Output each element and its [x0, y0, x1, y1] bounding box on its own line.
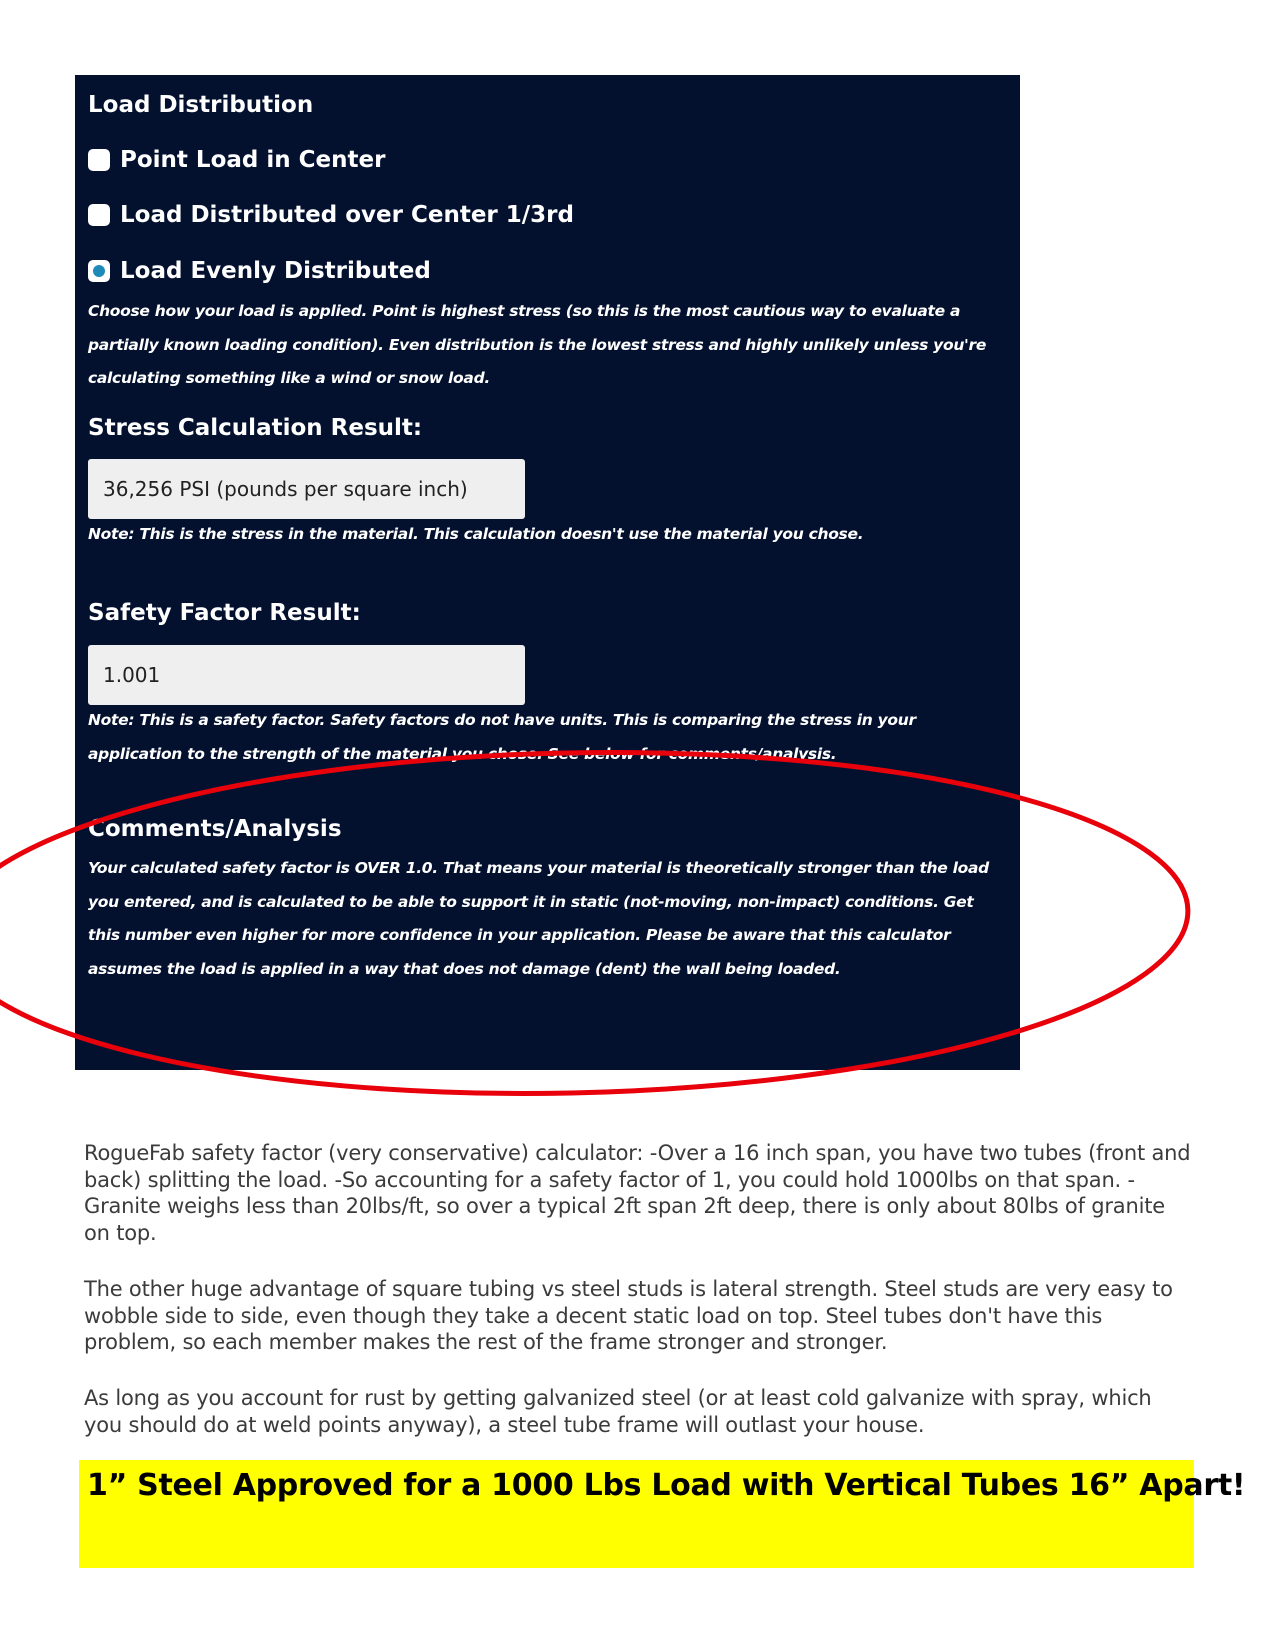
comments-text [88, 852, 989, 986]
comment-line: you entered, and is calculated to be able to support it in static (not-moving, non-impact) conditions. Get [88, 892, 974, 911]
paragraph-rust-protection: As long as you account for rust by getting galvanized steel (or at least cold galvanize with spray, which you should do at weld points anyway), a steel tube frame will outlast your house. [84, 1386, 1152, 1437]
radio-unchecked-icon[interactable] [88, 149, 110, 171]
radio-unchecked-icon[interactable] [88, 204, 110, 226]
safety-factor-field[interactable]: 1.001 [88, 645, 525, 705]
option-center-third[interactable] [88, 202, 574, 228]
load-distribution-heading: Load Distribution [88, 92, 314, 118]
approval-callout [79, 1460, 1246, 1568]
radio-selected-icon[interactable] [88, 260, 110, 282]
paragraph-lateral-strength: The other huge advantage of square tubing vs steel studs is lateral strength. Steel studs are very easy to wobble side to side, even though they take a decent static load on top. Steel tubes don't have this problem, so each member makes the rest of the frame stronger and stronger. [84, 1277, 1173, 1354]
stress-result-heading: Stress Calculation Result: [88, 415, 423, 441]
option-label: Point Load in Center [120, 147, 386, 173]
paragraph-calculator-summary: RogueFab safety factor (very conservative) calculator: -Over a 16 inch span, you have two tubes (front and back) splitting the load. -So accounting for a safety factor of 1, you could hold 1000lbs on that span. -Granite weighs less than 20lbs/ft, so over a typical 2ft span 2ft deep, there is only about 80lbs of granite on top. [84, 1141, 1191, 1245]
comment-line: assumes the load is applied in a way that does not damage (dent) the wall being loaded. [88, 959, 841, 978]
load-help-text [88, 295, 986, 396]
calculator-screenshot [75, 75, 1020, 1070]
stress-note: Note: This is the stress in the material. This calculation doesn't use the material you chose. [88, 525, 864, 543]
note-line: Note: This is a safety factor. Safety factors do not have units. This is comparing the stress in your [88, 711, 916, 729]
option-label: Load Distributed over Center 1/3rd [120, 202, 574, 228]
approval-callout-text: 1” Steel Approved for a 1000 Lbs Load with Vertical Tubes 16” Apart! [87, 1468, 1246, 1503]
comment-line: Your calculated safety factor is OVER 1.0. That means your material is theoretically stronger than the load [88, 859, 989, 877]
option-label: Load Evenly Distributed [120, 258, 431, 284]
note-line: application to the strength of the material you chose. See below for comments/analysis. [88, 744, 837, 763]
help-line: partially known loading condition). Even distribution is the lowest stress and highly unlikely unless you're [88, 335, 987, 354]
help-line: calculating something like a wind or snow load. [88, 369, 490, 387]
comments-heading: Comments/Analysis [88, 816, 342, 842]
option-point-load[interactable] [88, 147, 385, 173]
safety-factor-heading: Safety Factor Result: [88, 600, 361, 626]
comment-line: this number even higher for more confidence in your application. Please be aware that this calculator [88, 926, 951, 944]
stress-result-field[interactable]: 36,256 PSI (pounds per square inch) [88, 459, 525, 519]
help-line: Choose how your load is applied. Point is highest stress (so this is the most cautious way to evaluate a [88, 302, 961, 320]
safety-note [88, 704, 916, 771]
option-evenly-distributed[interactable] [88, 258, 431, 284]
